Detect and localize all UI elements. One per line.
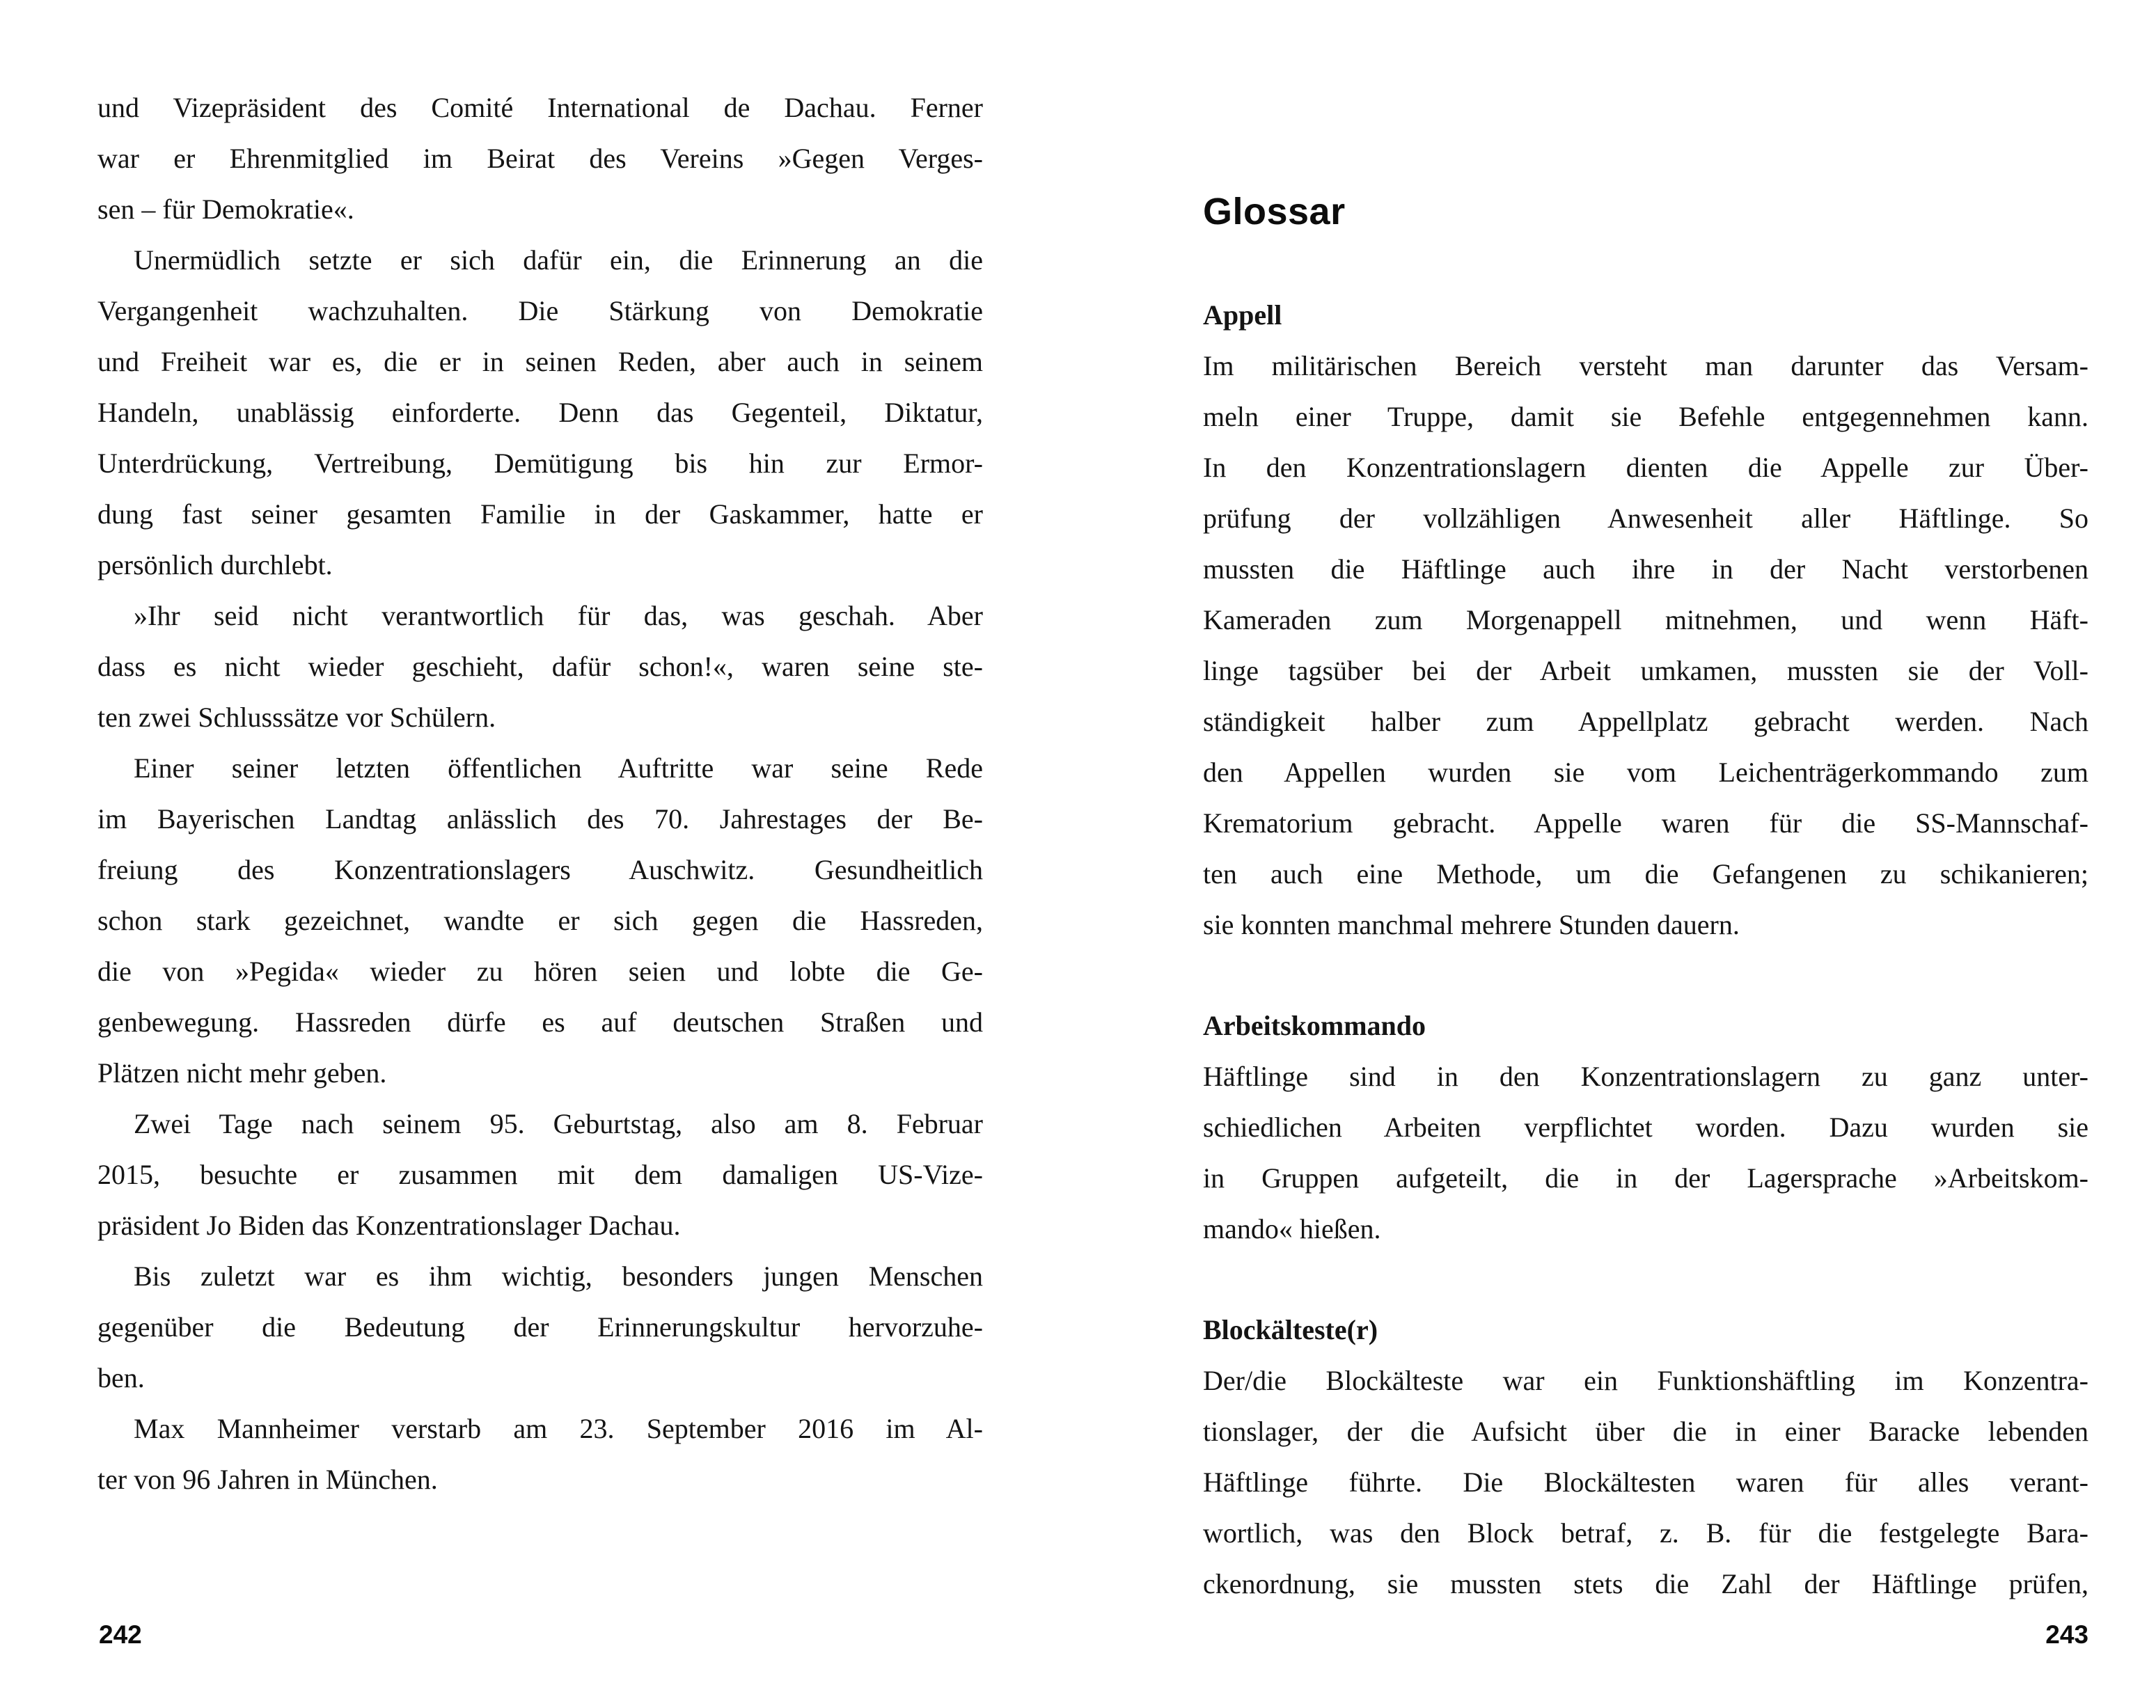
text-line: gegenüber die Bedeutung der Erinnerungskultur hervorzuhe- [97, 1311, 983, 1343]
text-line: schiedlichen Arbeiten verpflichtet worden. Dazu wurden sie [1203, 1112, 2088, 1143]
glossary-heading: Glossar [1203, 191, 1346, 232]
text-line: ten auch eine Methode, um die Gefangenen zu schikanieren; [1203, 858, 2088, 889]
text-line: Kameraden zum Morgenappell mitnehmen, und wenn Häft- [1203, 604, 2088, 635]
text-line: ckenordnung, sie mussten stets die Zahl der Häftlinge prüfen, [1203, 1568, 2088, 1599]
text-line: ten zwei Schlusssätze vor Schülern. [97, 702, 496, 733]
text-line: Der/die Blockälteste war ein Funktionshäftling im Konzentra- [1203, 1365, 2088, 1396]
glossary-entry [1203, 1304, 2088, 1609]
glossary-term: Appell [1203, 299, 1282, 331]
glossary-term: Blockälteste(r) [1203, 1314, 1378, 1345]
right-text-column [1203, 187, 2088, 1609]
text-line: linge tagsüber bei der Arbeit umkamen, mussten sie der Voll- [1203, 655, 2088, 686]
glossary-entry [1203, 1000, 2088, 1254]
text-line: »Ihr seid nicht verantwortlich für das, was geschah. Aber [134, 600, 983, 631]
text-line: Bis zuletzt war es ihm wichtig, besonders jungen Menschen [134, 1260, 983, 1292]
text-line: ter von 96 Jahren in München. [97, 1464, 438, 1495]
text-line: und Freiheit war es, die er in seinen Reden, aber auch in seinem [97, 346, 983, 377]
text-line: Unterdrückung, Vertreibung, Demütigung bis hin zur Ermor- [97, 448, 983, 479]
text-line: und Vizepräsident des Comité International de Dachau. Ferner [97, 92, 983, 123]
text-line: Häftlinge sind in den Konzentrationslagern zu ganz unter- [1203, 1061, 2088, 1092]
text-line: Unermüdlich setzte er sich dafür ein, die Erinnerung an die [134, 244, 983, 276]
glossary-entry [1203, 290, 2088, 950]
text-line: Einer seiner letzten öffentlichen Auftritte war seine Rede [134, 752, 983, 784]
left-text-column [97, 82, 983, 1505]
text-line: tionslager, der die Aufsicht über die in einer Baracke lebenden [1203, 1416, 2088, 1447]
text-line: meln einer Truppe, damit sie Befehle entgegennehmen kann. [1203, 401, 2088, 432]
text-line: Krematorium gebracht. Appelle waren für die SS-Mannschaf- [1203, 807, 2088, 839]
text-line: präsident Jo Biden das Konzentrationslager Dachau. [97, 1210, 681, 1241]
text-line: wortlich, was den Block betraf, z. B. für die festgelegte Bara- [1203, 1517, 2088, 1549]
text-line: Plätzen nicht mehr geben. [97, 1057, 387, 1089]
text-line: dung fast seiner gesamten Familie in der Gaskammer, hatte er [97, 498, 983, 530]
text-line: Häftlinge führte. Die Blockältesten waren für alles verant- [1203, 1466, 2088, 1498]
text-line: sie konnten manchmal mehrere Stunden dauern. [1203, 909, 1740, 940]
text-line: mussten die Häftlinge auch ihre in der Nacht verstorbenen [1203, 553, 2088, 585]
text-line: Vergangenheit wachzuhalten. Die Stärkung von Demokratie [97, 295, 983, 326]
text-line: dass es nicht wieder geschieht, dafür schon!«, waren seine ste- [97, 651, 983, 682]
text-line: Zwei Tage nach seinem 95. Geburtstag, also am 8. Februar [134, 1108, 983, 1139]
text-line: sen – für Demokratie«. [97, 193, 354, 225]
text-line: in Gruppen aufgeteilt, die in der Lagersprache »Arbeitskom- [1203, 1162, 2088, 1194]
text-line: den Appellen wurden sie vom Leichenträgerkommando zum [1203, 757, 2088, 788]
text-line: war er Ehrenmitglied im Beirat des Vereins »Gegen Verges- [97, 143, 983, 174]
text-line: persönlich durchlebt. [97, 549, 333, 580]
glossary-entries [1203, 290, 2088, 1609]
text-line: 2015, besuchte er zusammen mit dem damaligen US-Vize- [97, 1159, 983, 1190]
text-line: Max Mannheimer verstarb am 23. September 2016 im Al- [134, 1413, 983, 1444]
text-line: Handeln, unablässig einforderte. Denn das Gegenteil, Diktatur, [97, 397, 983, 428]
page-number-left: 242 [99, 1620, 142, 1649]
text-line: ständigkeit halber zum Appellplatz gebracht werden. Nach [1203, 706, 2088, 737]
text-line: im Bayerischen Landtag anlässlich des 70. Jahrestages der Be- [97, 803, 983, 835]
text-line: die von »Pegida« wieder zu hören seien und lobte die Ge- [97, 956, 983, 987]
text-line: freiung des Konzentrationslagers Auschwitz. Gesundheitlich [97, 854, 983, 885]
text-line: ben. [97, 1362, 145, 1393]
text-line: genbewegung. Hassreden dürfe es auf deutschen Straßen und [97, 1006, 983, 1038]
text-line: schon stark gezeichnet, wandte er sich gegen die Hassreden, [97, 905, 983, 936]
text-line: Im militärischen Bereich versteht man darunter das Versam- [1203, 350, 2088, 381]
glossary-term: Arbeitskommando [1203, 1010, 1426, 1041]
text-line: prüfung der vollzähligen Anwesenheit aller Häftlinge. So [1203, 503, 2088, 534]
text-line: In den Konzentrationslagern dienten die Appelle zur Über- [1203, 452, 2088, 483]
text-line: mando« hießen. [1203, 1213, 1381, 1244]
page-number-right: 243 [2045, 1620, 2088, 1649]
